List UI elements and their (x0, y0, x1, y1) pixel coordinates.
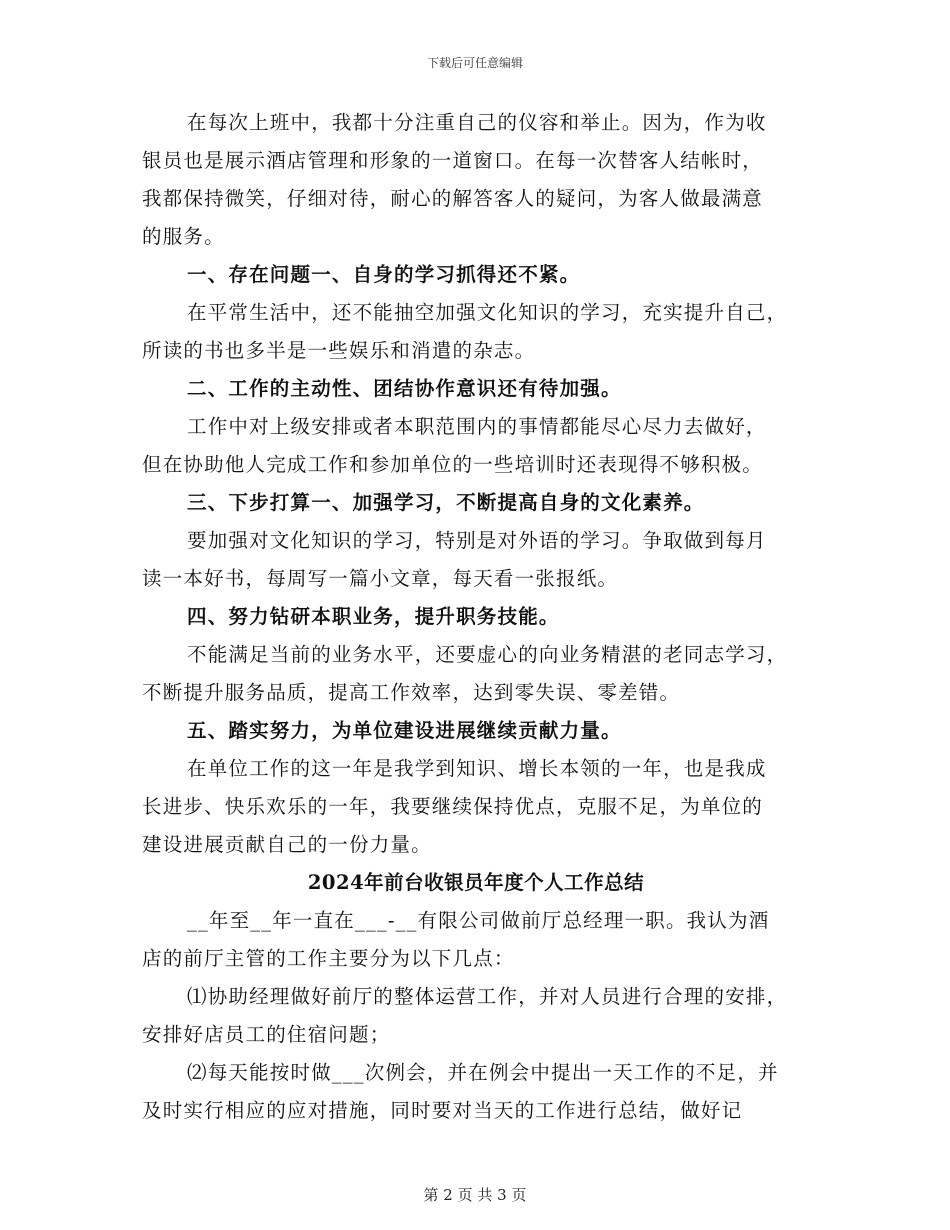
paragraph-line: 不断提升服务品质，提高工作效率，达到零失误、零差错。 (142, 681, 681, 704)
section-heading-3: 三、下步打算一、加强学习，不断提高自身的文化素养。 (187, 491, 705, 514)
paragraph-line: 读一本好书，每周写一篇小文章，每天看一张报纸。 (142, 567, 619, 590)
section-heading-1: 一、存在问题一、自身的学习抓得还不紧。 (187, 263, 581, 286)
paragraph-line: 但在协助他人完成工作和参加单位的一些培训时还表现得不够积极。 (142, 453, 764, 476)
section-heading-2: 二、工作的主动性、团结协作意识还有待加强。 (187, 377, 622, 400)
paragraph-line: 要加强对文化知识的学习，特别是对外语的学习。争取做到每月 (187, 529, 767, 552)
paragraph-line: 在每次上班中，我都十分注重自己的仪容和举止。因为，作为收 (187, 111, 767, 134)
paragraph-line: 在单位工作的这一年是我学到知识、增长本领的一年，也是我成 (187, 757, 767, 780)
page-footer: 第 2 页 共 3 页 (423, 1186, 527, 1204)
paragraph-line: 安排好店员工的住宿问题； (142, 1023, 391, 1046)
paragraph-line: 所读的书也多半是一些娱乐和消遣的杂志。 (142, 339, 536, 362)
document-title: 2024年前台收银员年度个人工作总结 (307, 871, 645, 894)
page-header: 下载后可任意编辑 (426, 56, 523, 70)
paragraph-line: 在平常生活中，还不能抽空加强文化知识的学习，充实提升自己， (187, 301, 788, 324)
paragraph-line: 及时实行相应的应对措施，同时要对当天的工作进行总结，做好记 (142, 1099, 743, 1122)
paragraph-line: 建设进展贡献自己的一份力量。 (142, 833, 432, 856)
section-heading-5: 五、踏实努力，为单位建设进展继续贡献力量。 (187, 719, 622, 742)
section-heading-4: 四、努力钻研本职业务，提升职务技能。 (187, 605, 560, 628)
list-item-1: ⑴协助经理做好前厅的整体运营工作，并对人员进行合理的安排， (187, 985, 788, 1008)
paragraph-line: 的服务。 (142, 225, 225, 248)
document-body (142, 104, 810, 1130)
paragraph-line: 工作中对上级安排或者本职范围内的事情都能尽心尽力去做好， (187, 415, 767, 438)
paragraph-line: 不能满足当前的业务水平，还要虚心的向业务精湛的老同志学习， (187, 643, 788, 666)
list-item-2: ⑵每天能按时做___次例会，并在例会中提出一天工作的不足，并 (187, 1061, 779, 1084)
paragraph-line: 银员也是展示酒店管理和形象的一道窗口。在每一次替客人结帐时， (142, 149, 764, 172)
paragraph-line: 长进步、快乐欢乐的一年，我要继续保持优点，克服不足，为单位的 (142, 795, 764, 818)
paragraph-line: 我都保持微笑，仔细对待，耐心的解答客人的疑问，为客人做最满意 (142, 187, 764, 210)
paragraph-line: __年至__年一直在___-__有限公司做前厅总经理一职。我认为酒 (187, 909, 770, 932)
paragraph-line: 店的前厅主管的工作主要分为以下几点： (142, 947, 515, 970)
